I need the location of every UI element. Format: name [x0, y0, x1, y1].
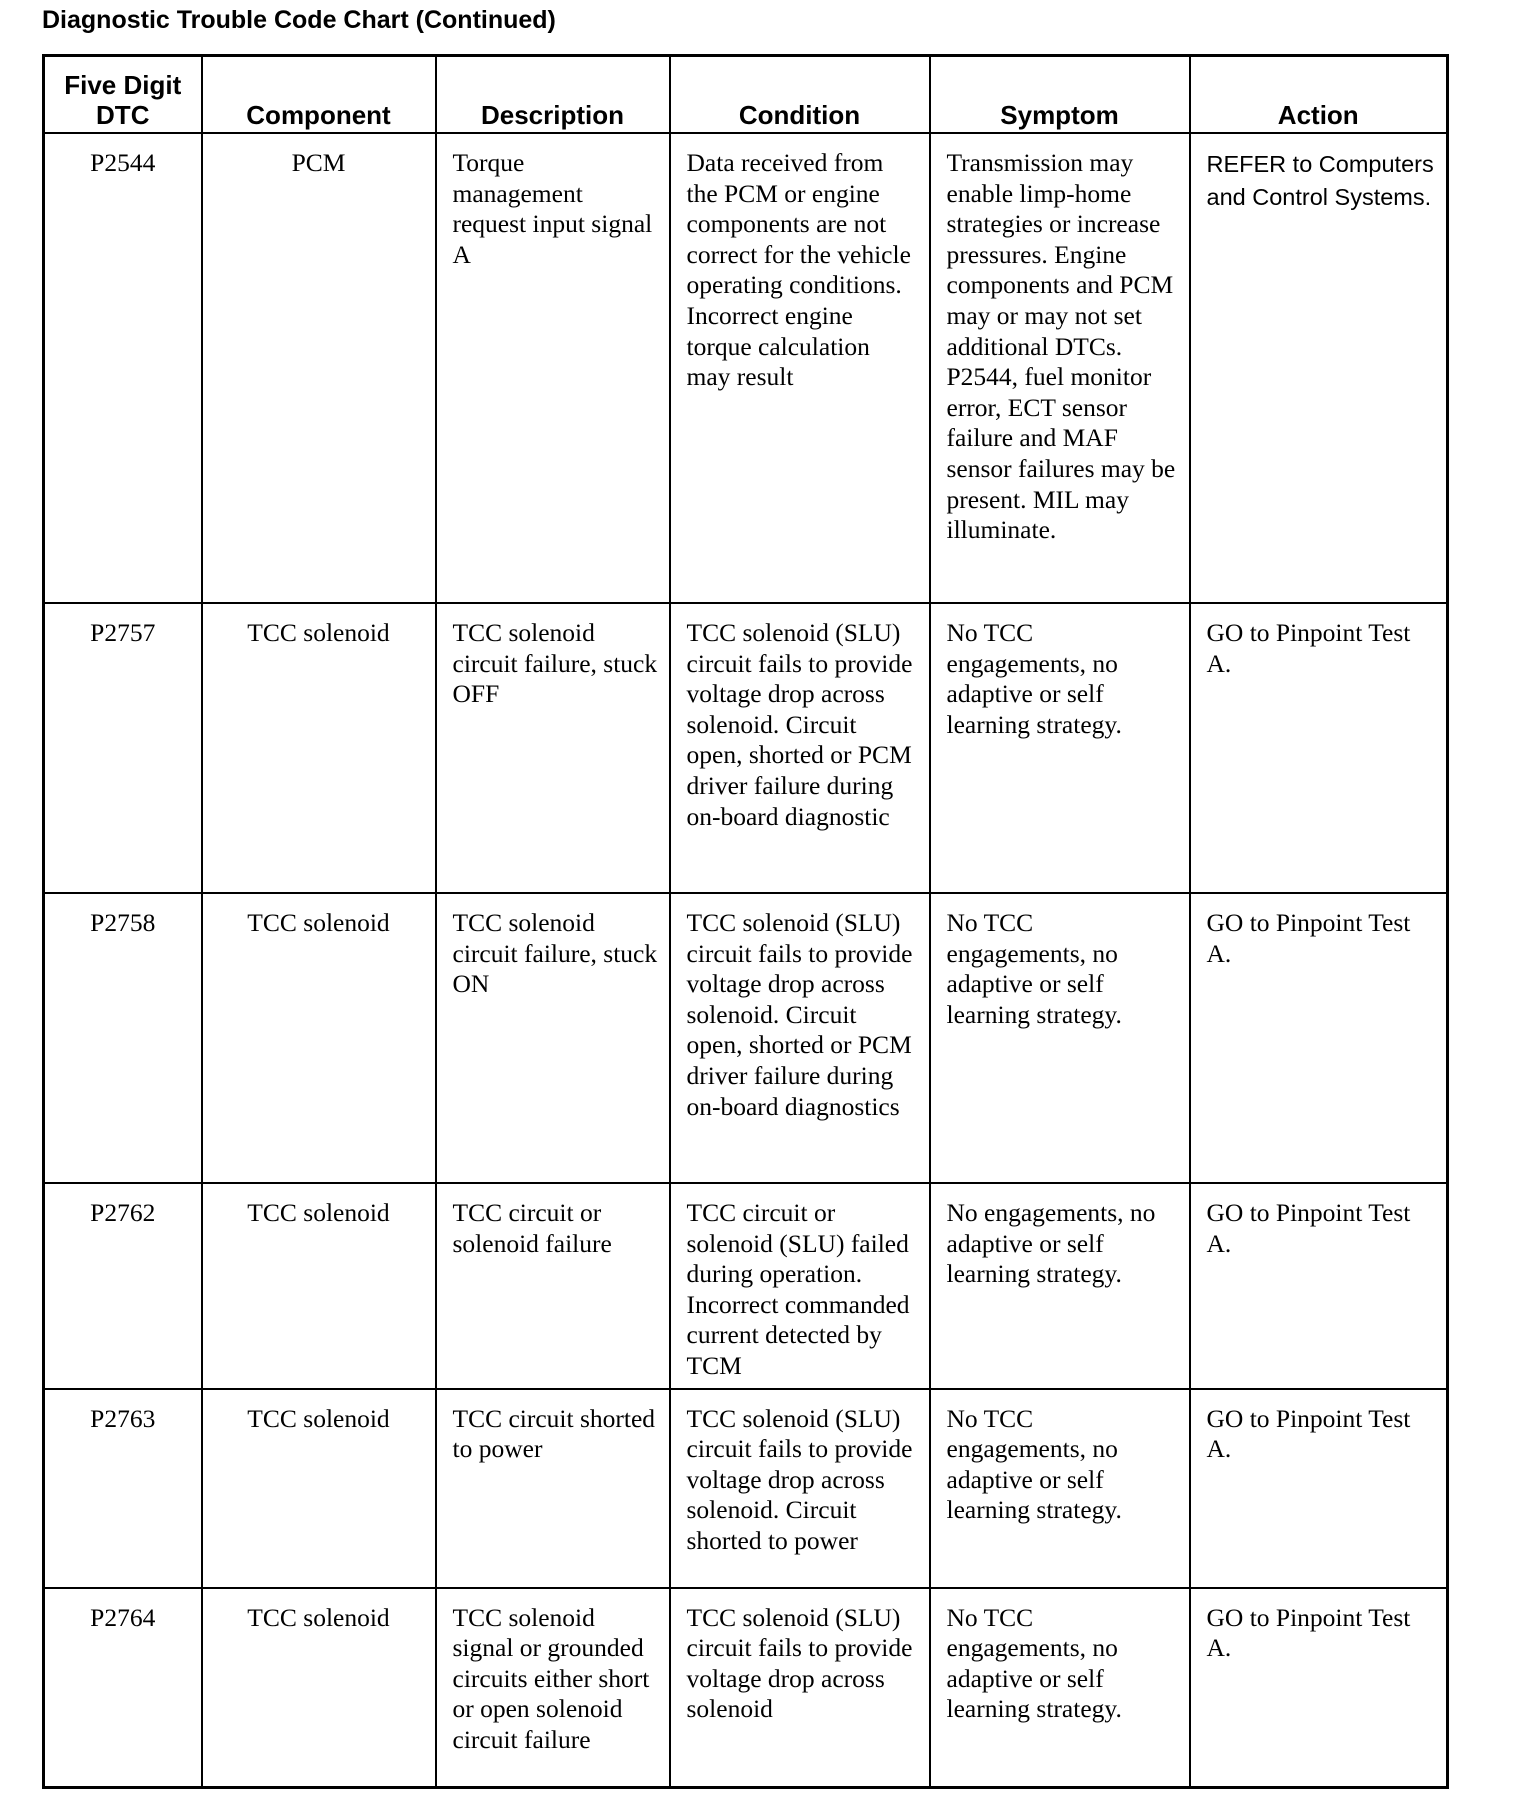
dtc-table: [42, 54, 1449, 1789]
cell-action: REFER to Computers and Control Systems.: [1190, 133, 1448, 603]
header-dtc-line2: DTC: [96, 100, 150, 130]
cell-component: TCC solenoid: [202, 603, 436, 893]
cell-description: Torque management request input signal A: [436, 133, 670, 603]
table-row: [44, 1183, 1448, 1389]
cell-symptom: No TCC engagements, no adaptive or self learning strategy.: [930, 893, 1190, 1183]
header-dtc-line1: Five Digit: [64, 70, 182, 100]
cell-component: TCC solenoid: [202, 893, 436, 1183]
cell-dtc: P2763: [44, 1389, 202, 1588]
cell-condition: TCC solenoid (SLU) circuit fails to provide voltage drop across solenoid. Circuit open, shorted or PCM driver failure during on-board diagnostics: [670, 893, 930, 1183]
cell-symptom: No TCC engagements, no adaptive or self learning strategy.: [930, 1389, 1190, 1588]
cell-component: TCC solenoid: [202, 1183, 436, 1389]
cell-component: PCM: [202, 133, 436, 603]
cell-action: GO to Pinpoint Test A.: [1190, 1588, 1448, 1788]
cell-description: TCC solenoid circuit failure, stuck OFF: [436, 603, 670, 893]
table-row: [44, 1389, 1448, 1588]
header-description: Description: [436, 56, 670, 134]
table-row: [44, 133, 1448, 603]
cell-description: TCC circuit or solenoid failure: [436, 1183, 670, 1389]
page-title: Diagnostic Trouble Code Chart (Continued): [42, 6, 556, 34]
cell-condition: Data received from the PCM or engine components are not correct for the vehicle operating conditions. Incorrect engine torque calculation may result: [670, 133, 930, 603]
cell-action: GO to Pinpoint Test A.: [1190, 893, 1448, 1183]
cell-action: GO to Pinpoint Test A.: [1190, 1183, 1448, 1389]
table-row: [44, 893, 1448, 1183]
cell-symptom: No engagements, no adaptive or self learning strategy.: [930, 1183, 1190, 1389]
table-row: [44, 603, 1448, 893]
table-header-row: [44, 56, 1448, 134]
header-action: Action: [1190, 56, 1448, 134]
header-five-digit-dtc: [44, 56, 202, 134]
cell-description: TCC circuit shorted to power: [436, 1389, 670, 1588]
header-component: Component: [202, 56, 436, 134]
cell-dtc: P2544: [44, 133, 202, 603]
cell-condition: TCC solenoid (SLU) circuit fails to provide voltage drop across solenoid: [670, 1588, 930, 1788]
cell-action: GO to Pinpoint Test A.: [1190, 603, 1448, 893]
cell-symptom: No TCC engagements, no adaptive or self learning strategy.: [930, 603, 1190, 893]
cell-action: GO to Pinpoint Test A.: [1190, 1389, 1448, 1588]
header-symptom: Symptom: [930, 56, 1190, 134]
cell-symptom: No TCC engagements, no adaptive or self learning strategy.: [930, 1588, 1190, 1788]
cell-condition: TCC circuit or solenoid (SLU) failed during operation. Incorrect commanded current detected by TCM: [670, 1183, 930, 1389]
cell-symptom: Transmission may enable limp-home strategies or increase pressures. Engine components and PCM may or may not set additional DTCs. P2544, fuel monitor error, ECT sensor failure and MAF sensor failures may be present. MIL may illuminate.: [930, 133, 1190, 603]
cell-description: TCC solenoid circuit failure, stuck ON: [436, 893, 670, 1183]
cell-condition: TCC solenoid (SLU) circuit fails to provide voltage drop across solenoid. Circuit shorted to power: [670, 1389, 930, 1588]
cell-description: TCC solenoid signal or grounded circuits either short or open solenoid circuit failure: [436, 1588, 670, 1788]
header-condition: Condition: [670, 56, 930, 134]
cell-component: TCC solenoid: [202, 1588, 436, 1788]
cell-component: TCC solenoid: [202, 1389, 436, 1588]
table-row: [44, 1588, 1448, 1788]
cell-condition: TCC solenoid (SLU) circuit fails to provide voltage drop across solenoid. Circuit open, shorted or PCM driver failure during on-board diagnostic: [670, 603, 930, 893]
cell-dtc: P2758: [44, 893, 202, 1183]
cell-dtc: P2762: [44, 1183, 202, 1389]
cell-dtc: P2764: [44, 1588, 202, 1788]
cell-dtc: P2757: [44, 603, 202, 893]
